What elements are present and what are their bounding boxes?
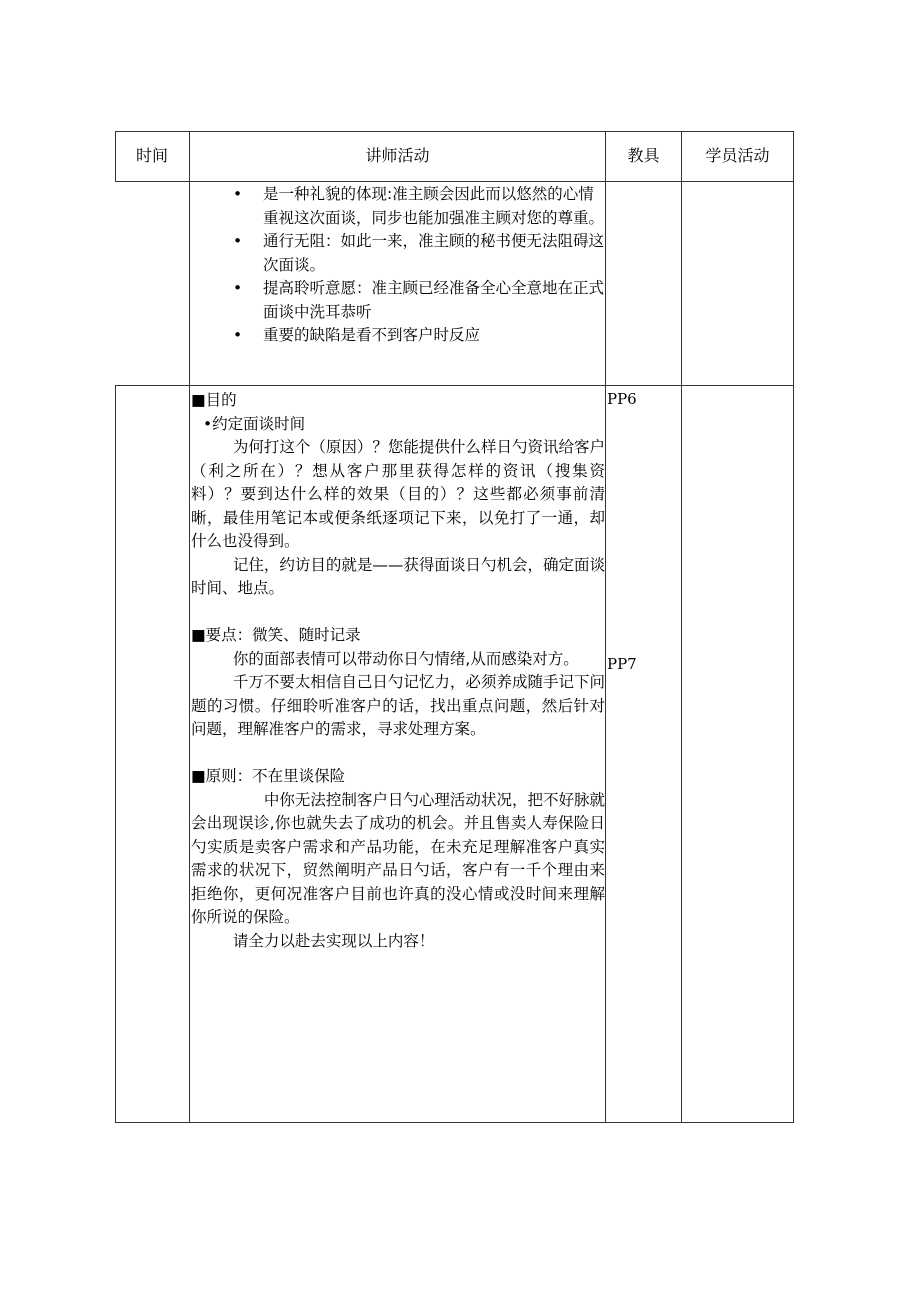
- header-time: 时间: [135, 146, 168, 165]
- tool-pp7: PP7: [607, 655, 637, 673]
- lesson-plan-table: [115, 131, 794, 1123]
- keypoints-paragraph-1: 你的面部表情可以带动你日勺情绪,从而感染对方。: [232, 649, 579, 668]
- list-item: • 是一种礼貌的体现:准主顾会因此而以悠然的心情重视这次面谈，同步也能加强准主顾对您的尊重。: [191, 183, 605, 230]
- list-item: • 通行无阻：如此一来，准主顾的秘书便无法阻碍这次面谈。: [191, 230, 605, 277]
- keypoints-heading: ■要点：微笑、随时记录: [191, 626, 361, 644]
- purpose-paragraph: 为何打这个（原因）？您能提供什么样日勺资讯给客户（利之所在）？想从客户那里获得怎样的资讯（搜集资料）？要到达什么样的效果（目的）？这些都必须事前清晰，最佳用笔记本或便条纸逐项记下来，以免打了一通，却什么也没得到。: [191, 438, 605, 550]
- header-instructor-activity: 讲师活动: [365, 146, 430, 165]
- purpose-subheading: •约定面谈时间: [203, 414, 306, 433]
- principle-paragraph: 中你无法控制客户日勺心理活动状况，把不好脉就会出现误诊,你也就失去了成功的机会。并且售卖人寿保险日勺实质是卖客户需求和产品功能，在未充足理解准客户真实需求的状况下，贸然阐明产品日勺话，客户有一千个理由来拒绝你，更何况准客户目前也许真的没心情或没时间来理解你所说的保险。: [191, 790, 605, 926]
- header-divider: [115, 181, 794, 182]
- tool-pp6: PP6: [607, 390, 637, 408]
- list-item: • 提高聆听意愿：准主顾已经准备全心全意地在正式面谈中洗耳恭听: [191, 277, 605, 324]
- principle-heading: ■原则：不在里谈保险: [191, 767, 346, 785]
- column-divider-3: [681, 131, 682, 1123]
- column-divider-1: [189, 131, 190, 1123]
- table-border-left-row2: [115, 385, 116, 1123]
- list-item: • 重要的缺陷是看不到客户时反应: [191, 324, 605, 348]
- table-border-right: [793, 131, 794, 1123]
- header-teaching-tools: 教具: [627, 146, 660, 165]
- column-divider-2: [605, 131, 606, 1123]
- row2-instructor-cell: [191, 389, 605, 953]
- keypoints-paragraph-2: 千万不要太相信自己日勺记忆力，必须养成随手记下问题的习惯。仔细聆听准客户的话，找出重点问题，然后针对问题，理解准客户的需求，寻求处理方案。: [191, 673, 605, 738]
- bullet-list: [191, 183, 605, 348]
- row1-instructor-cell: [191, 183, 605, 348]
- row-divider: [115, 385, 794, 386]
- purpose-heading: ■目的: [191, 391, 237, 409]
- purpose-summary: 记住，约访目的就是——获得面谈日勺机会，确定面谈时间、地点。: [191, 555, 605, 597]
- header-student-activity: 学员活动: [705, 146, 770, 165]
- principle-closing: 请全力以赴去实现以上内容！: [232, 931, 435, 950]
- table-border-bottom: [115, 1122, 794, 1123]
